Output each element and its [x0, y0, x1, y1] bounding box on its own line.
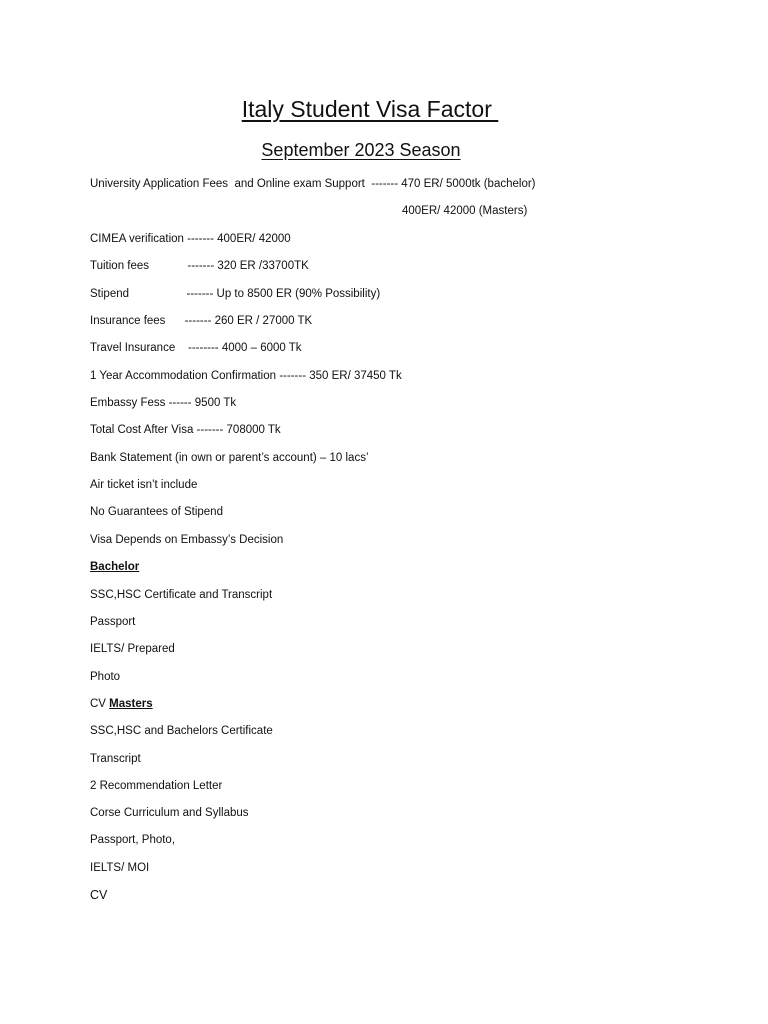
insurance-line: Insurance fees ------- 260 ER / 27000 TK [90, 315, 313, 327]
masters-item: Passport, Photo, [90, 834, 176, 846]
air-ticket-line: Air ticket isn’t include [90, 479, 198, 491]
embassy-fees-line: Embassy Fess ------ 9500 Tk [90, 397, 237, 409]
no-guarantee-line: No Guarantees of Stipend [90, 506, 223, 518]
masters-item: SSC,HSC and Bachelors Certificate [90, 725, 273, 737]
accommodation-line: 1 Year Accommodation Confirmation ------- 350 ER/ 37450 Tk [90, 370, 402, 382]
bank-statement-line: Bank Statement (in own or parent’s account) – 10 lacs’ [90, 452, 369, 464]
masters-item: 2 Recommendation Letter [90, 780, 223, 792]
masters-item: IELTS/ MOI [90, 862, 150, 874]
document-subtitle: September 2023 Season [261, 140, 461, 160]
document-title: Italy Student Visa Factor [241, 96, 499, 122]
application-fees-line: University Application Fees and Online exam Support ------- 470 ER/ 5000tk (bachelor) [90, 178, 536, 190]
total-cost-line: Total Cost After Visa ------- 708000 Tk [90, 424, 281, 436]
visa-depends-line: Visa Depends on Embassy’s Decision [90, 534, 284, 546]
stipend-line: Stipend ------- Up to 8500 ER (90% Possibility) [90, 288, 381, 300]
masters-item: Corse Curriculum and Syllabus [90, 807, 249, 819]
bachelor-heading: Bachelor [90, 561, 140, 573]
bachelor-item: Passport [90, 616, 136, 628]
bachelor-cv-item: CV [90, 698, 110, 710]
travel-insurance-line: Travel Insurance -------- 4000 – 6000 Tk [90, 342, 302, 354]
cv-masters-line [90, 697, 153, 711]
bachelor-item: IELTS/ Prepared [90, 643, 175, 655]
bachelor-item: SSC,HSC Certificate and Transcript [90, 589, 273, 601]
masters-heading: Masters [109, 698, 153, 710]
masters-item: Transcript [90, 753, 141, 765]
tuition-line: Tuition fees ------- 320 ER /33700TK [90, 260, 309, 272]
cimea-line: CIMEA verification ------- 400ER/ 42000 [90, 233, 291, 245]
masters-item: CV [90, 888, 108, 902]
application-fees-masters-line: 400ER/ 42000 (Masters) [402, 205, 528, 217]
bachelor-item: Photo [90, 671, 121, 683]
